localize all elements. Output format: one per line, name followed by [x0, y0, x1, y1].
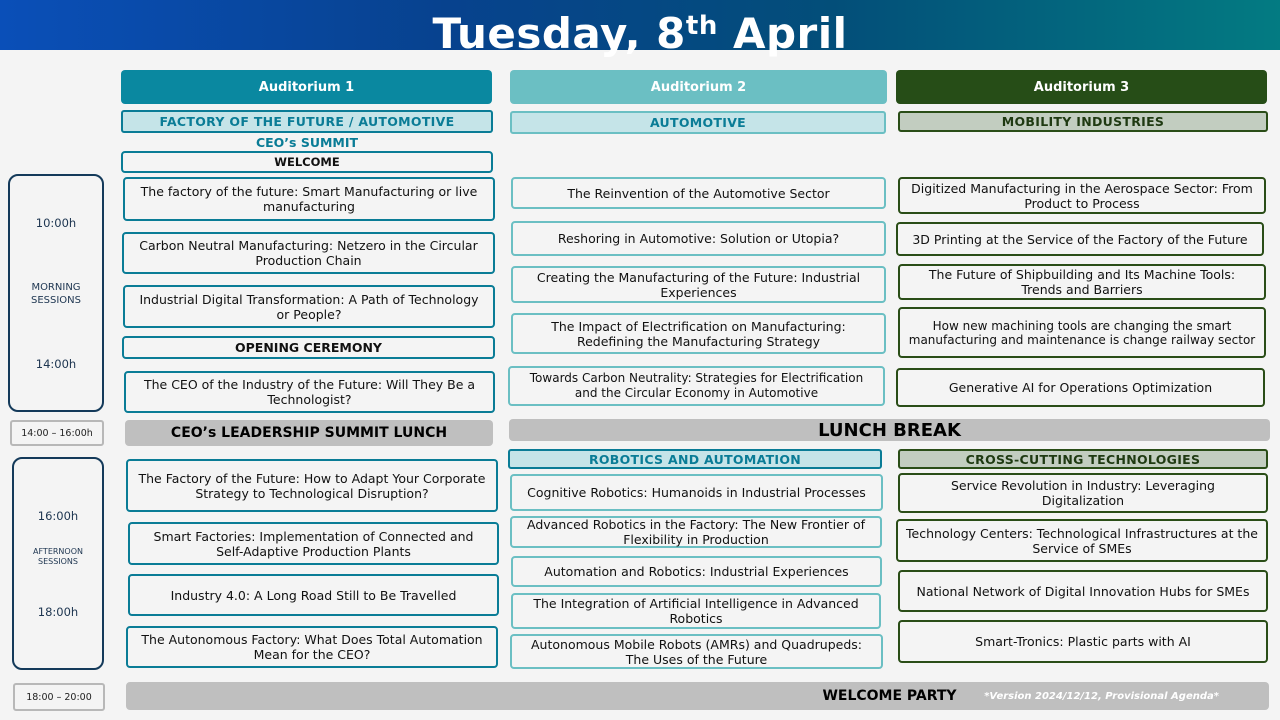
aud1-afternoon-session: Smart Factories: Implementation of Connected and Self-Adaptive Production Plants: [128, 522, 499, 565]
aud3-afternoon-category: CROSS-CUTTING TECHNOLOGIES: [898, 449, 1268, 469]
aud1-morning-session: The factory of the future: Smart Manufacturing or live manufacturing: [123, 177, 495, 221]
aud3-morning-session: The Future of Shipbuilding and Its Machine Tools: Trends and Barriers: [898, 264, 1266, 300]
aud2-afternoon-session: The Integration of Artificial Intelligence in Advanced Robotics: [511, 593, 881, 629]
aud2-afternoon-session: Automation and Robotics: Industrial Experiences: [511, 556, 882, 587]
aud1-morning-session: The CEO of the Industry of the Future: Will They Be a Technologist?: [124, 371, 495, 413]
aud2-morning-session: Reshoring in Automotive: Solution or Utopia?: [511, 221, 886, 256]
aud1-morning-session: Industrial Digital Transformation: A Path of Technology or People?: [123, 285, 495, 328]
aud3-morning-session: 3D Printing at the Service of the Factory of the Future: [896, 222, 1264, 256]
aud1-afternoon-session: Industry 4.0: A Long Road Still to Be Travelled: [128, 574, 499, 616]
lunch-time-slot: 14:00 – 16:00h: [10, 420, 104, 446]
morning-sessions-label: MORNING SESSIONS: [30, 282, 81, 306]
welcome-block: WELCOME: [121, 151, 493, 173]
ceo-summit-label: CEO’s SUMMIT: [255, 135, 359, 150]
aud2-category: AUTOMOTIVE: [510, 111, 886, 134]
lunch-break-bar: LUNCH BREAK: [509, 419, 1270, 441]
party-time-slot: 18:00 – 20:00: [13, 683, 105, 711]
aud2-afternoon-session: Autonomous Mobile Robots (AMRs) and Quadrupeds: The Uses of the Future: [510, 634, 883, 669]
aud3-afternoon-session: Smart-Tronics: Plastic parts with AI: [898, 620, 1268, 663]
opening-ceremony-block: OPENING CEREMONY: [122, 336, 495, 359]
afternoon-sessions-panel: [12, 457, 104, 670]
aud2-morning-session: Towards Carbon Neutrality: Strategies for Electrification and the Circular Economy in Automotive: [508, 366, 885, 406]
aud3-category: MOBILITY INDUSTRIES: [898, 111, 1268, 132]
aud3-afternoon-session: Technology Centers: Technological Infrastructures at the Service of SMEs: [896, 519, 1268, 562]
aud1-morning-session: Carbon Neutral Manufacturing: Netzero in the Circular Production Chain: [122, 232, 495, 274]
aud1-afternoon-session: The Factory of the Future: How to Adapt Your Corporate Strategy to Technological Disruption?: [126, 459, 498, 512]
morning-end-time: 14:00h: [35, 357, 77, 371]
afternoon-end-time: 18:00h: [37, 605, 79, 619]
afternoon-sessions-label: AFTERNOON SESSIONS: [33, 547, 83, 566]
aud2-afternoon-session: Cognitive Robotics: Humanoids in Industrial Processes: [510, 474, 883, 511]
aud3-morning-session: How new machining tools are changing the smart manufacturing and maintenance is change railway sector: [898, 307, 1266, 358]
aud3-morning-session: Digitized Manufacturing in the Aerospace Sector: From Product to Process: [898, 177, 1266, 214]
aud3-afternoon-session: Service Revolution in Industry: Leveraging Digitalization: [898, 473, 1268, 513]
aud2-morning-session: The Impact of Electrification on Manufacturing: Redefining the Manufacturing Strategy: [511, 313, 886, 354]
aud2-afternoon-category: ROBOTICS AND AUTOMATION: [508, 449, 882, 469]
auditorium-3-header: Auditorium 3: [896, 70, 1267, 104]
version-note: *Version 2024/12/12, Provisional Agenda*: [984, 690, 1219, 702]
morning-start-time: 10:00h: [35, 216, 77, 230]
ceo-leadership-lunch: CEO’s LEADERSHIP SUMMIT LUNCH: [125, 420, 493, 446]
auditorium-1-header: Auditorium 1: [121, 70, 492, 104]
page-header: [0, 0, 1280, 58]
page-title: Tuesday, 8th April: [432, 9, 848, 58]
aud2-afternoon-session: Advanced Robotics in the Factory: The New Frontier of Flexibility in Production: [510, 516, 882, 548]
aud2-morning-session: Creating the Manufacturing of the Future: Industrial Experiences: [511, 266, 886, 303]
morning-sessions-panel: [8, 174, 104, 412]
auditorium-2-header: Auditorium 2: [510, 70, 887, 104]
aud3-morning-session: Generative AI for Operations Optimization: [896, 368, 1265, 407]
welcome-party-bar: [126, 682, 1269, 710]
aud1-category: FACTORY OF THE FUTURE / AUTOMOTIVE: [121, 110, 493, 133]
afternoon-start-time: 16:00h: [37, 509, 79, 523]
aud1-afternoon-session: The Autonomous Factory: What Does Total Automation Mean for the CEO?: [126, 626, 498, 668]
welcome-party-label: WELCOME PARTY: [822, 688, 957, 704]
aud3-afternoon-session: National Network of Digital Innovation Hubs for SMEs: [898, 570, 1268, 612]
aud2-morning-session: The Reinvention of the Automotive Sector: [511, 177, 886, 209]
